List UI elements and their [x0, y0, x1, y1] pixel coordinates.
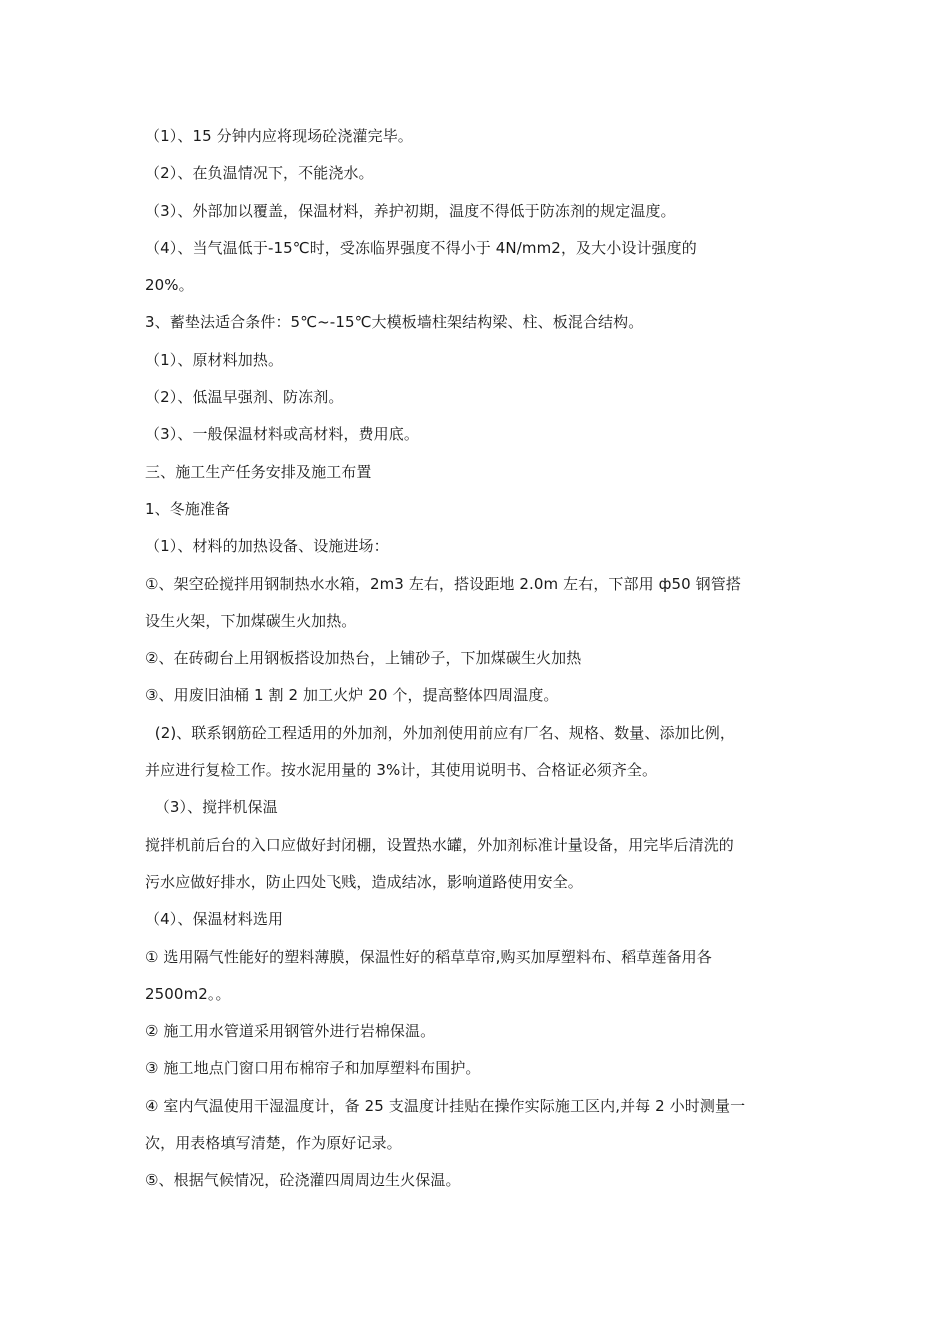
- text-line: 次，用表格填写清楚，作为原好记录。: [145, 1134, 402, 1153]
- text-line: （4）、保温材料选用: [145, 910, 284, 929]
- text-line: ②、在砖砌台上用钢板搭设加热台，上铺砂子，下加煤碳生火加热: [145, 649, 582, 668]
- text-line: 并应进行复检工作。按水泥用量的 3%计，其使用说明书、合格证必须齐全。: [145, 761, 658, 780]
- text-line: ⑤、根据气候情况，砼浇灌四周周边生火保温。: [145, 1171, 461, 1190]
- text-line: （2）、低温早强剂、防冻剂。: [145, 388, 344, 407]
- text-line: 污水应做好排水，防止四处飞贱，造成结冰，影响道路使用安全。: [145, 872, 583, 891]
- text-line: 20%。: [145, 276, 194, 295]
- text-line: 2500m2。。: [145, 984, 231, 1003]
- text-line: （1）、原材料加热。: [145, 350, 284, 369]
- document-body: [145, 118, 810, 1200]
- text-line: 设生火架，下加煤碳生火加热。: [145, 611, 357, 630]
- text-line: （1）、15 分钟内应将现场砼浇灌完毕。: [145, 127, 413, 145]
- text-line: ① 选用隔气性能好的塑料薄膜，保温性好的稻草草帘,购买加厚塑料布、稻草莲备用各: [145, 947, 712, 966]
- text-line: （3）、搅拌机保温: [145, 798, 278, 817]
- text-line: （1）、材料的加热设备、设施进场：: [145, 537, 389, 556]
- section-heading: 三、施工生产任务安排及施工布置: [145, 462, 372, 481]
- text-line: （4）、当气温低于-15℃时，受冻临界强度不得小于 4N/mm2，及大小设计强度的: [145, 238, 697, 257]
- text-line: ①、架空砼搅拌用钢制热水水箱，2m3 左右，搭设距地 2.0m 左右，下部用 ф50 钢管搭: [145, 574, 741, 593]
- text-line: ④ 室内气温使用干湿温度计，备 25 支温度计挂贴在操作实际施工区内,并每 2 小时测量一: [145, 1096, 746, 1115]
- text-line: （2）、在负温情况下，不能浇水。: [145, 164, 374, 183]
- text-line: (2)、联系钢筋砼工程适用的外加剂，外加剂使用前应有厂名、规格、数量、添加比例，: [145, 723, 735, 742]
- section-heading: 3、蓄垫法适合条件：5℃~-15℃大模板墙柱架结构梁、柱、板混合结构。: [145, 313, 644, 332]
- subsection-heading: 1、冬施准备: [145, 499, 231, 518]
- text-line: （3）、一般保温材料或高材料，费用底。: [145, 425, 419, 444]
- text-line: （3）、外部加以覆盖，保温材料，养护初期，温度不得低于防冻剂的规定温度。: [145, 201, 676, 220]
- text-line: ③ 施工地点门窗口用布棉帘子和加厚塑料布围护。: [145, 1059, 481, 1078]
- text-line: ③、用废旧油桶 1 割 2 加工火炉 20 个，提高整体四周温度。: [145, 686, 559, 705]
- text-line: 搅拌机前后台的入口应做好封闭棚，设置热水罐，外加剂标准计量设备，用完毕后清洗的: [145, 835, 734, 854]
- text-line: ② 施工用水管道采用钢管外进行岩棉保温。: [145, 1022, 436, 1041]
